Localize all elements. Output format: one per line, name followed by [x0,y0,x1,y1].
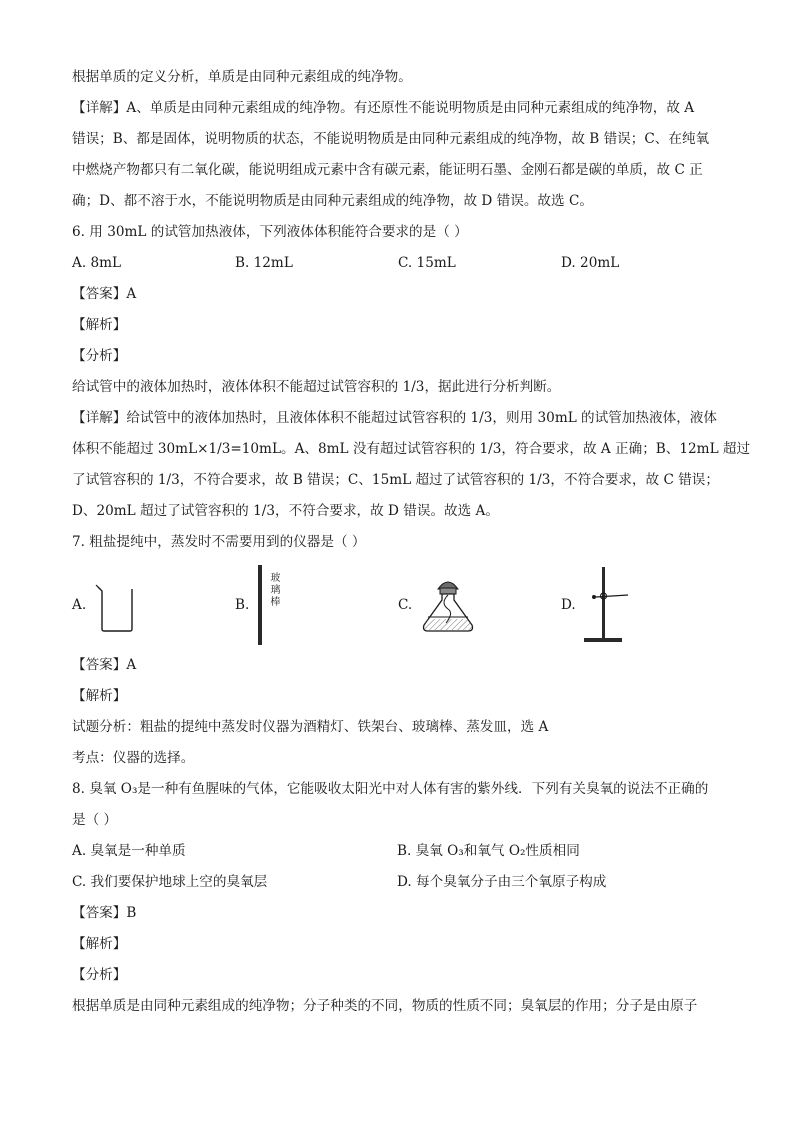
text-line: 了试管容积的 1/3，不符合要求，故 B 错误；C、15mL 超过了试管容积的 1/3，不符合要求，故 C 错误； [72,472,719,488]
text-line: 中燃烧产物都只有二氧化碳，能说明组成元素中含有碳元素，能证明石墨、金刚石都是碳的单质，故 C 正 [72,162,703,178]
option-label: A. [72,597,87,613]
beaker-icon [92,575,142,635]
answer-label: 【答案】A [72,286,137,302]
text-line: 考点：仪器的选择。 [72,750,195,766]
text-line: 错误；B、都是固体，说明物质的状态，不能说明物质是由同种元素组成的纯净物，故 B 错误；C、在纯氧 [72,131,710,147]
option-a: A. 臭氧是一种单质 [72,843,186,859]
figure-option-b [235,565,398,645]
text-line: 【详解】A、单质是由同种元素组成的纯净物。有还原性不能说明物质是由同种元素组成的纯净物，故 A [72,100,695,116]
answer-label: 【答案】A [72,657,137,673]
rod-label-char: 玻 [270,573,281,584]
question-8-options-row2 [72,867,724,898]
text-line: 给试管中的液体加热时，液体体积不能超过试管容积的 1/3，据此进行分析判断。 [72,379,561,395]
question-8-stem: 8. 臭氧 O₃是一种有鱼腥味的气体，它能吸收太阳光中对人体有害的紫外线．下列有关臭氧的说法不正确的 [72,781,709,797]
figure-option-a [72,575,235,635]
option-c: C. 15mL [398,255,456,271]
analysis-label: 【解析】 [72,688,127,704]
question-7-stem: 7. 粗盐提纯中，蒸发时不需要用到的仪器是（ ） [72,534,366,550]
option-d: D. 每个臭氧分子由三个氧原子构成 [397,874,607,890]
text-line: 根据单质是由同种元素组成的纯净物；分子种类的不同，物质的性质不同；臭氧层的作用；分子是由原子 [72,998,698,1014]
text-line: D、20mL 超过了试管容积的 1/3，不符合要求，故 D 错误。故选 A。 [72,503,499,519]
figure-option-d [561,565,724,645]
answer-label: 【答案】B [72,905,137,921]
option-label: D. [561,597,576,613]
figure-option-c [398,573,561,637]
option-label: B. [235,597,250,613]
analysis-label: 【解析】 [72,317,127,333]
rod-label-char: 棒 [270,597,281,608]
option-b: B. 臭氧 O₃和氧气 O₂性质相同 [397,843,580,859]
glass-rod-icon [255,565,280,645]
question-8-stem-cont: 是（ ） [72,812,118,828]
rod-label-char: 璃 [270,585,281,596]
option-b: B. 12mL [235,255,293,271]
question-6-stem: 6. 用 30mL 的试管加热液体，下列液体体积能符合要求的是（ ） [72,224,468,240]
text-line: 确；D、都不溶于水，不能说明物质是由同种元素组成的纯净物，故 D 错误。故选 C。 [72,193,593,209]
iron-stand-icon [582,565,642,645]
analysis-subheading: 【分析】 [72,348,127,364]
analysis-subheading: 【分析】 [72,967,127,983]
question-6-options [72,248,724,279]
alcohol-lamp-icon [418,573,478,637]
option-a: A. 8mL [72,255,122,271]
text-line: 【详解】给试管中的液体加热时，且液体体积不能超过试管容积的 1/3，则用 30mL 的试管加热液体，液体 [72,410,717,426]
text-line: 体积不能超过 30mL×1/3=10mL。A、8mL 没有超过试管容积的 1/3，符合要求，故 A 正确；B、12mL 超过 [72,441,751,457]
analysis-label: 【解析】 [72,936,127,952]
document-page [72,62,751,1022]
text-line: 根据单质的定义分析，单质是由同种元素组成的纯净物。 [72,69,412,85]
question-7-figures [72,562,724,648]
option-c: C. 我们要保护地球上空的臭氧层 [72,874,268,890]
text-line: 试题分析：粗盐的提纯中蒸发时仪器为酒精灯、铁架台、玻璃棒、蒸发皿，选 A [72,719,549,735]
question-8-options-row1 [72,836,724,867]
option-d: D. 20mL [561,255,620,271]
option-label: C. [398,597,413,613]
